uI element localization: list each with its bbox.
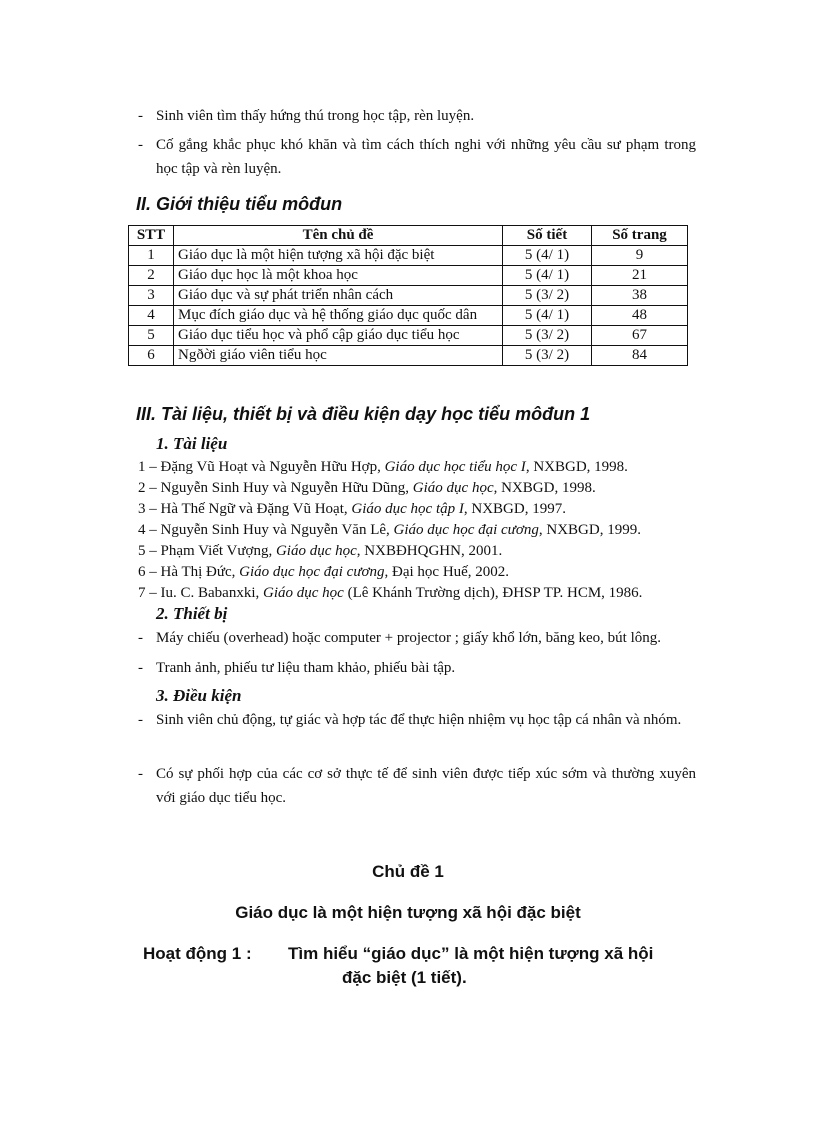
bullet-dash: -	[138, 137, 143, 153]
table-cell: Giáo dục tiểu học và phổ cập giáo dục tiểu học	[174, 326, 503, 346]
table-row	[129, 346, 688, 366]
table-cell: 5 (3/ 2)	[503, 286, 592, 306]
table-cell: Ngðời giáo viên tiểu học	[174, 346, 503, 366]
table-row	[129, 326, 688, 346]
table-cell: 5 (3/ 2)	[503, 326, 592, 346]
equipment-text: Tranh ảnh, phiếu tư liệu tham khảo, phiếu bài tập.	[156, 660, 456, 676]
reference-item: 6 – Hà Thị Đức, Giáo dục học đại cương, Đại học Huế, 2002.	[138, 564, 510, 580]
equipment-text: Máy chiếu (overhead) hoặc computer + projector ; giấy khổ lớn, băng keo, bút lông.	[156, 630, 661, 646]
table-row	[129, 246, 688, 266]
table-cell: 38	[592, 286, 688, 306]
table-row	[129, 306, 688, 326]
column-header: STT	[129, 226, 174, 246]
chapter-label: Chủ đề 1	[372, 862, 444, 881]
activity-label: Hoạt động 1 :	[143, 944, 252, 963]
table-cell: Giáo dục là một hiện tượng xã hội đặc biệt	[174, 246, 503, 266]
table-cell: 5 (4/ 1)	[503, 306, 592, 326]
table-cell: 5 (3/ 2)	[503, 346, 592, 366]
reference-item: 4 – Nguyễn Sinh Huy và Nguyễn Văn Lê, Giáo dục học đại cương, NXBGD, 1999.	[138, 522, 641, 538]
bullet-dash: -	[138, 660, 143, 676]
table-cell: 5 (4/ 1)	[503, 266, 592, 286]
table-header-row	[129, 226, 688, 246]
table-row	[129, 286, 688, 306]
table-cell: 3	[129, 286, 174, 306]
column-header: Số tiết	[503, 226, 592, 246]
reference-item: 3 – Hà Thế Ngữ và Đặng Vũ Hoạt, Giáo dục học tập I, NXBGD, 1997.	[138, 501, 566, 517]
activity-text-cont: đặc biệt (1 tiết).	[342, 968, 467, 987]
table-cell: 4	[129, 306, 174, 326]
reference-item: 5 – Phạm Viết Vượng, Giáo dục học, NXBĐHQGHN, 2001.	[138, 543, 503, 559]
topics-table	[128, 225, 688, 366]
reference-item: 1 – Đặng Vũ Hoạt và Nguyễn Hữu Hợp, Giáo dục học tiểu học I, NXBGD, 1998.	[138, 459, 628, 475]
table-cell: 84	[592, 346, 688, 366]
reference-item: 7 – Iu. C. Babanxki, Giáo dục học (Lê Khánh Trường dịch), ĐHSP TP. HCM, 1986.	[138, 585, 643, 601]
table-cell: Mục đích giáo dục và hệ thống giáo dục quốc dân	[174, 306, 503, 326]
table-cell: Giáo dục và sự phát triển nhân cách	[174, 286, 503, 306]
condition-text: Có sự phối hợp của các cơ sở thực tế để sinh viên được tiếp xúc sớm và thường xuyên với giáo dục tiểu học.	[156, 766, 696, 806]
section-heading: II. Giới thiệu tiểu môđun	[136, 194, 343, 214]
table-cell: 48	[592, 306, 688, 326]
column-header: Số trang	[592, 226, 688, 246]
table-cell: 21	[592, 266, 688, 286]
section-heading: III. Tài liệu, thiết bị và điều kiện dạy học tiểu môđun 1	[136, 404, 591, 424]
chapter-title: Giáo dục là một hiện tượng xã hội đặc biệt	[235, 903, 581, 922]
reference-item: 2 – Nguyễn Sinh Huy và Nguyễn Hữu Dũng, Giáo dục học, NXBGD, 1998.	[138, 480, 596, 496]
table-cell: Giáo dục học là một khoa học	[174, 266, 503, 286]
bullet-dash: -	[138, 766, 143, 782]
table-cell: 5 (4/ 1)	[503, 246, 592, 266]
table-cell: 67	[592, 326, 688, 346]
objective-text: Cố gắng khắc phục khó khăn và tìm cách thích nghi với những yêu cầu sư phạm trong học tập và rèn luyện.	[156, 137, 696, 177]
table-cell: 1	[129, 246, 174, 266]
bullet-dash: -	[138, 712, 143, 728]
table-cell: 9	[592, 246, 688, 266]
subsection-heading: 2. Thiết bị	[156, 604, 228, 623]
bullet-dash: -	[138, 108, 143, 124]
activity-text: Tìm hiểu “giáo dục” là một hiện tượng xã hội	[288, 944, 654, 963]
table-cell: 5	[129, 326, 174, 346]
objective-text: Sinh viên tìm thấy hứng thú trong học tập, rèn luyện.	[156, 108, 475, 124]
table-cell: 6	[129, 346, 174, 366]
condition-text: Sinh viên chủ động, tự giác và hợp tác để thực hiện nhiệm vụ học tập cá nhân và nhóm.	[156, 712, 682, 728]
bullet-dash: -	[138, 630, 143, 646]
column-header: Tên chủ đề	[174, 226, 503, 246]
subsection-heading: 3. Điều kiện	[156, 686, 242, 705]
table-cell: 2	[129, 266, 174, 286]
table-row	[129, 266, 688, 286]
subsection-heading: 1. Tài liệu	[156, 434, 228, 453]
